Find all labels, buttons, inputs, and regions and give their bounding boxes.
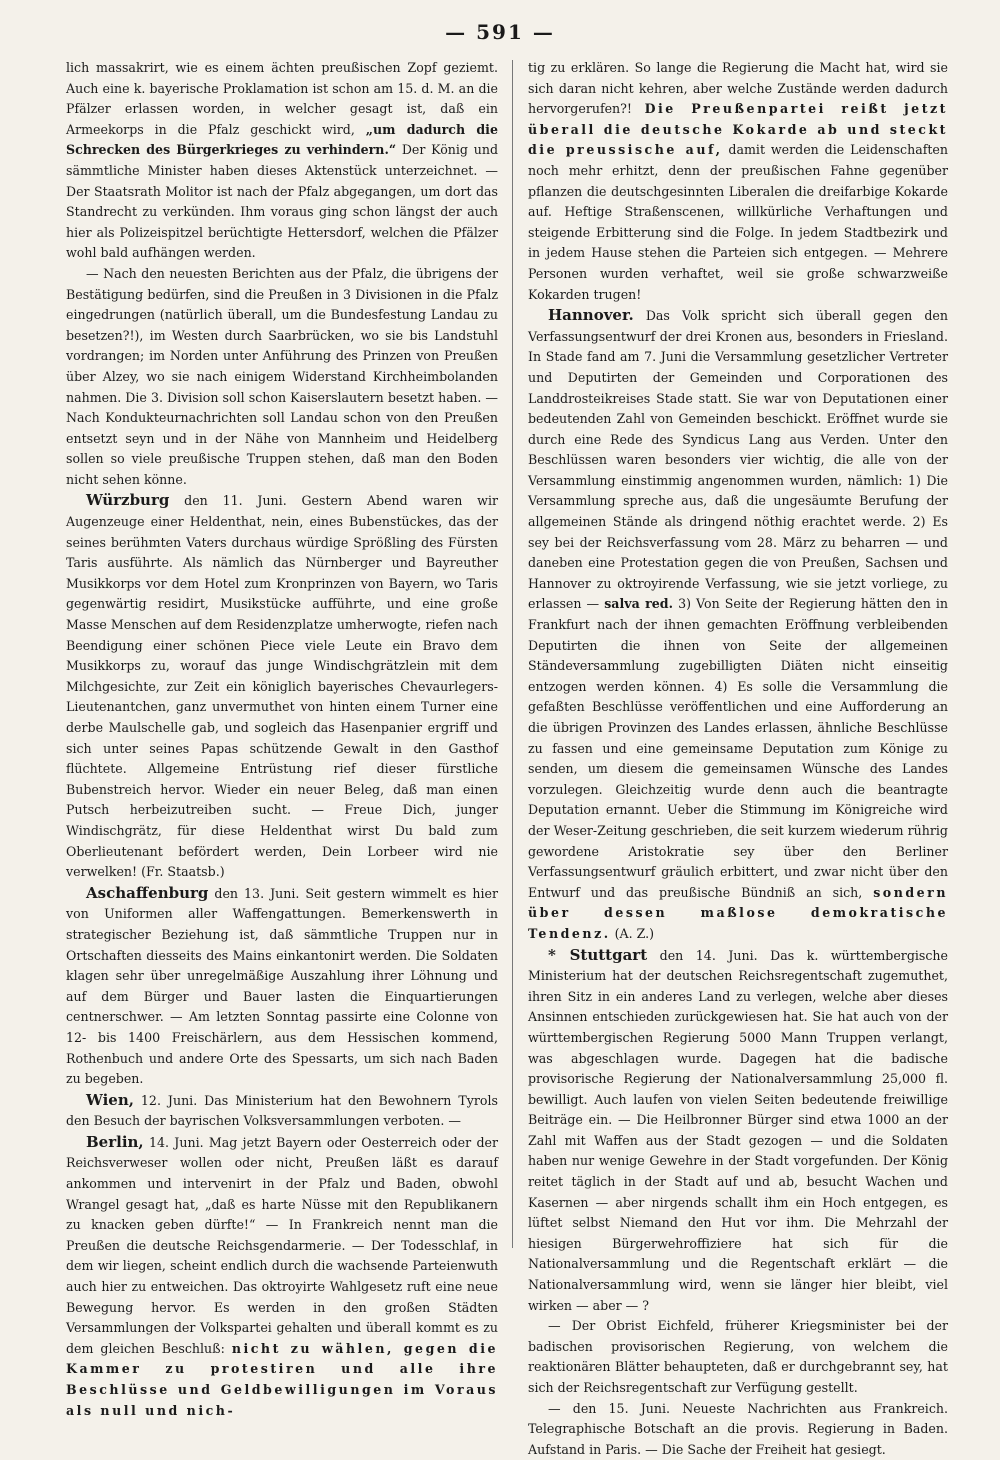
- quote-emphasis: „um dadurch die Schrecken des Bürgerkrieges zu verhindern.“: [66, 121, 498, 158]
- article-hannover: [528, 305, 948, 944]
- article-berlin: [66, 1132, 498, 1421]
- article-text: den 14. Juni. Das k. württembergische Ministerium hat der deutschen Reichsregentschaft zugemuthet, ihren Sitz in ein anderes Land zu verlegen, welche aber dieses Ansinnen entschieden zurückgewiesen hat. Sie hat auch von der württembergischen Regierung 5000 Mann Truppen verlangt, was abgeschlagen wurde. Dagegen hat die badische provisorische Regierung der Nationalversammlung 25,000 fl. bewilligt. Auch laufen von vielen Seiten bedeutende freiwillige Beiträge ein. — Die Heilbronner Bürger sind etwa 1000 an der Zahl mit Waffen aus der Stadt gezogen — und die Soldaten haben nur wenige Gewehre in der Stadt vorgefunden. Der König reitet täglich in der Stadt auf und ab, besucht Wachen und Kasernen — aber nirgends schallt ihm ein Hoch entgegen, es lüftet selbst Niemand den Hut vor ihm. Die Mehrzahl der hiesigen Bürgerwehroffiziere hat sich für die Nationalversammlung und die Regentschaft erklärt — die Nationalversammlung wird, wenn sie länger hier bleibt, viel wirken — aber — ?: [528, 947, 948, 1313]
- article-paragraph: — Der Obrist Eichfeld, früherer Kriegsminister bei der badischen provisorischen Regierung, von welchem die reaktionären Blätter behaupteten, daß er durchgebrannt sey, hat sich der Reichsregentschaft zur Verfügung gestellt.: [528, 1318, 948, 1395]
- left-column: [66, 58, 498, 1421]
- paragraph-text: damit werden die Leidenschaften noch mehr erhitzt, denn der preußischen Fahne gegenüber pflanzen die deutschgesinnten Liberalen die dreifarbige Kokarde auf. Heftige Straßenscenen, willkürliche Verhaftungen und steigende Erbitterung sind die Folge. In jedem Stadtbezirk und in jedem Hause stehen die Parteien sich entgegen. — Mehrere Personen wurden verhaftet, weil sie große schwarzweiße Kokarden trugen!: [528, 142, 948, 302]
- spaced-emphasis: sondern über dessen maßlose demokratische Tendenz.: [528, 884, 948, 941]
- article-text: 12. Juni. Das Ministerium hat den Bewohnern Tyrols den Besuch der bayrischen Volksversammlungen verboten. —: [66, 1092, 498, 1129]
- paragraph-text: tig zu erklären. So lange die Regierung die Macht hat, wird sie sich daran nicht kehren, aber welche Zustände werden dadurch hervorgerufen?!: [528, 60, 948, 117]
- column-divider: [512, 60, 513, 1248]
- article-text: 3) Von Seite der Regierung hätten den in Frankfurt nach der ihnen gemachten Eröffnung verbleibenden Deputirten die ihnen von Seite der allgemeinen Ständeversammlung zugebilligten Diäten nicht einseitig entzogen werden können. 4) Es solle die Versammlung die gefaßten Beschlüsse veröffentlichen und eine Aufforderung an die übrigen Provinzen des Landes erlassen, ähnliche Beschlüsse zu fassen und eine gemeinsame Deputation zum Könige zu senden, um diesem die gemeinsamen Wünsche des Landes vorzulegen. Gleichzeitig wurde denn auch die beantragte Deputation ernannt. Ueber die Stimmung im Königreiche wird der Weser-Zeitung geschrieben, die seit kurzem wiederum rührig gewordene Aristokratie sey über den Berliner Verfassungsentwurf gräulich erbittert, und zwar nicht über den Entwurf und das preußische Bündniß an sich,: [528, 596, 948, 900]
- place-heading: Wien,: [86, 1090, 134, 1109]
- spaced-emphasis: nicht zu wählen, gegen die Kammer zu protestiren und alle ihre Beschlüsse und Geldbewilligungen im Voraus als null und nich-: [66, 1340, 498, 1418]
- article-text: den 11. Juni. Gestern Abend waren wir Augenzeuge einer Heldenthat, nein, eines Bubenstückes, das der seines berühmten Vaters durchaus würdige Sprößling des Fürsten Taris ausführte. Als nämlich das Nürnberger und Bayreuther Musikkorps vor dem Hotel zum Kronprinzen von Bayern, wo Taris gegenwärtig residirt, Musikstücke aufführte, und eine große Masse Menschen auf dem Residenzplatze umherwogte, riefen nach Beendigung einer schönen Piece viele Leute ein Bravo dem Musikkorps zu, worauf das junge Windischgrätzlein mit dem Milchgesichte, zur Zeit ein königlich bayerisches Chevaurlegers-Lieutenantchen, ganz unvermuthet von hinten einem Turner eine derbe Maulschelle gab, und sogleich das Hasenpanier ergriff und sich unter seines Papas schützende Gewalt in den Gasthof flüchtete. Allgemeine Entrüstung rief dieser fürstliche Bubenstreich hervor. Wieder ein neuer Beleg, daß man einen Putsch herbeizutreiben sucht. — Freue Dich, junger Windischgrätz, für diese Heldenthat wirst Du bald zum Oberlieutenant befördert werden, Dein Lorbeer wird nie verwelken! (Fr. Staatsb.): [66, 493, 498, 880]
- article-text: 14. Juni. Mag jetzt Bayern oder Oesterreich oder der Reichsverweser wollen oder nicht, Preußen läßt es darauf ankommen und intervenirt in der Pfalz und Baden, obwohl Wrangel gesagt hat, „daß es harte Nüsse mit den Republikanern zu knacken geben dürfte!“ — In Frankreich nennt man die Preußen die deutsche Reichsgendarmerie. — Der Todesschlaf, in dem wir liegen, scheint endlich durch die wachsende Parteienwuth auch hier zu entweichen. Das oktroyirte Wahlgesetz ruft eine neue Bewegung hervor. Es werden in den großen Städten Versammlungen der Volkspartei gehalten und überall kommt es zu dem gleichen Beschluß:: [66, 1134, 498, 1356]
- place-heading: Würzburg: [86, 491, 170, 510]
- article-wien: [66, 1090, 498, 1132]
- page-number: — 591 —: [445, 20, 555, 44]
- article-text: den 13. Juni. Seit gestern wimmelt es hier von Uniformen aller Waffengattungen. Bemerkenswerth in strategischer Beziehung ist, daß sämmtliche Truppen nur in Ortschaften diesseits des Mains einkantonirt werden. Die Soldaten klagen sehr über unregelmäßige Auszahlung ihrer Löhnung und auf dem Bürger und Bauer lasten die Einquartierungen centnerschwer. — Am letzten Sonntag passirte eine Colonne von 12- bis 1400 Freischärlern, aus dem Hessischen kommend, Rothenbuch und andere Orte des Spessarts, um sich nach Baden zu begeben.: [66, 885, 498, 1087]
- article-aschaffenburg: [66, 883, 498, 1090]
- article-paragraph: — Nach den neuesten Berichten aus der Pfalz, die übrigens der Bestätigung bedürfen, sind die Preußen in 3 Divisionen in die Pfalz eingedrungen (natürlich überall, um die Bundesfestung Landau zu besetzen?!), im Westen durch Saarbrücken, wo sie bis Landstuhl vordrangen; im Norden unter Anführung des Prinzen von Preußen über Alzey, wo sie nach einigem Widerstand Kirchheimbolanden nahmen. Die 3. Division soll schon Kaiserslautern besetzt haben. — Nach Kondukteurnachrichten soll Landau schon von den Preußen entsetzt seyn und in der Nähe von Mannheim und Heidelberg sollen so viele preußische Truppen stehen, daß man den Boden nicht sehen könne.: [66, 265, 498, 487]
- article-paragraph: [528, 58, 948, 305]
- paragraph-text: Der König und sämmtliche Minister haben dieses Aktenstück unterzeichnet. — Der Staatsrath Molitor ist nach der Pfalz abgegangen, um dort das Standrecht zu verkünden. Ihm voraus ging schon längst der auch hier als Polizeispitzel berüchtigte Hettersdorf, welchen die Pfälzer wohl bald aufhängen werden.: [66, 142, 499, 261]
- paragraph-text: lich massakrirt, wie es einem ächten preußischen Zopf geziemt. Auch eine k. bayerische Proklamation ist schon am 15. d. M. an die Pfälzer erlassen worden, in welcher gesagt ist, daß ein Armeekorps in die Pfalz geschickt wird,: [66, 60, 498, 137]
- article-paragraph: [66, 58, 498, 264]
- place-heading: Aschaffenburg: [86, 883, 209, 902]
- right-column: [528, 58, 948, 1460]
- place-heading: * Stuttgart: [548, 945, 648, 964]
- article-stuttgart: [528, 945, 948, 1317]
- article-wuerzburg: [66, 490, 498, 882]
- place-heading: Hannover.: [548, 306, 634, 325]
- spaced-emphasis: Die Preußenpartei reißt jetzt überall die deutsche Kokarde ab und steckt die preussische auf,: [528, 101, 948, 158]
- place-heading: Berlin,: [86, 1132, 144, 1151]
- article-paragraph: — den 15. Juni. Neueste Nachrichten aus Frankreich. Telegraphische Botschaft an die provis. Regierung in Baden. Aufstand in Paris. — Die Sache der Freiheit hat gesiegt.: [528, 1400, 948, 1457]
- source-note: (A. Z.): [614, 925, 655, 941]
- article-text: Das Volk spricht sich überall gegen den Verfassungsentwurf der drei Kronen aus, besonders in Friesland. In Stade fand am 7. Juni die Versammlung gesetzlicher Vertreter und Deputirten der Gemeinden und Corporationen des Landdrosteikreises Stade statt. Sie war von Deputationen einer bedeutenden Zahl von Gemeinden beschickt. Eröffnet wurde sie durch eine Rede des Syndicus Lang aus Verden. Unter den Beschlüssen waren besonders vier wichtig, die alle von der Versammlung einstimmig angenommen wurden, nämlich: 1) Die Versammlung spreche aus, daß die ungesäumte Berufung der allgemeinen Stände als dringend nöthig erachtet werde. 2) Es sey bei der Reichsverfassung vom 28. März zu beharren — und daneben eine Protestation gegen die von Preußen, Sachsen und Hannover zu oktroyirende Verfassung, wie sie jetzt vorliege, zu erlassen —: [528, 308, 948, 612]
- salva-red: salva red.: [604, 596, 674, 612]
